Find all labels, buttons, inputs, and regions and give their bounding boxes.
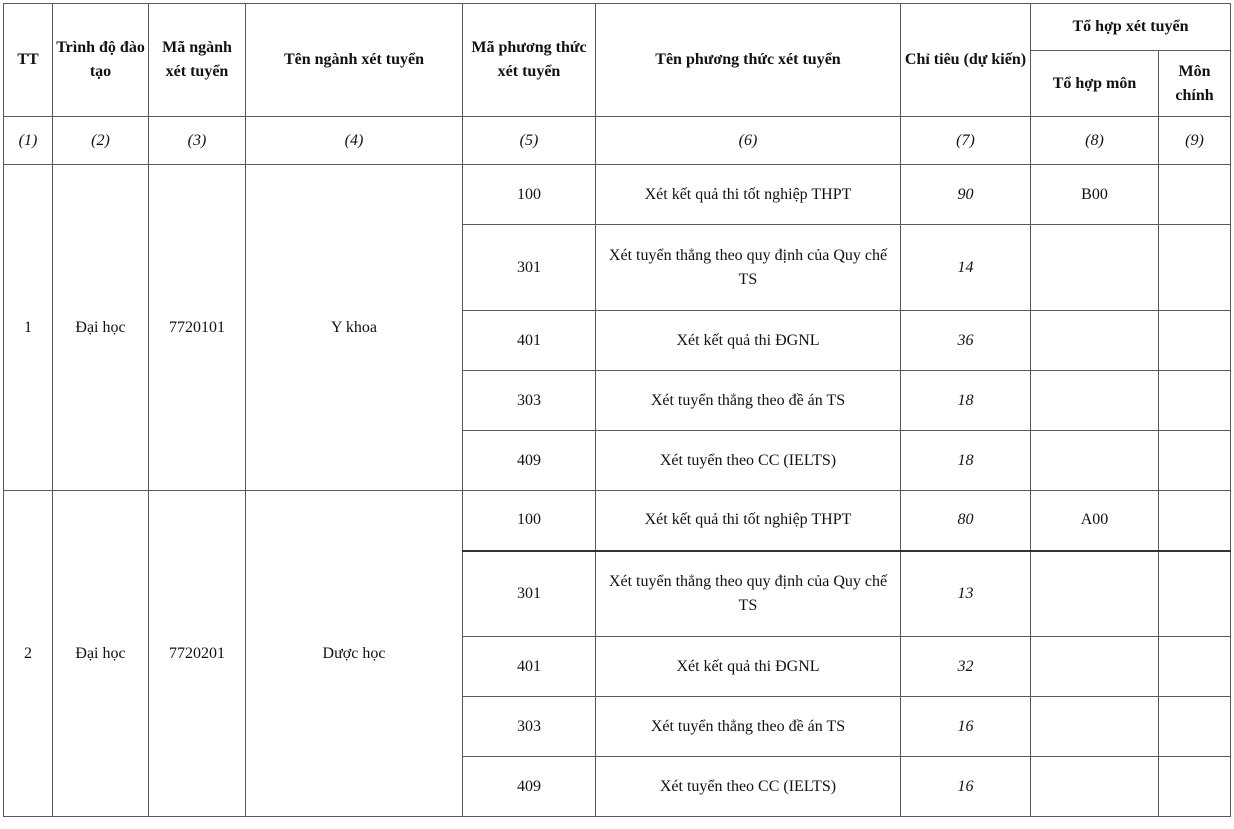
header-quota: Chỉ tiêu (dự kiến): [901, 4, 1031, 117]
method-main-subject: [1159, 431, 1231, 491]
method-combo: [1031, 757, 1159, 817]
major-level: Đại học: [53, 165, 149, 491]
method-main-subject: [1159, 637, 1231, 697]
method-name: Xét kết quả thi tốt nghiệp THPT: [596, 165, 901, 225]
method-main-subject: [1159, 225, 1231, 311]
method-combo: [1031, 311, 1159, 371]
index-cell: (3): [149, 117, 246, 165]
header-major-name: Tên ngành xét tuyển: [246, 4, 463, 117]
index-cell: (6): [596, 117, 901, 165]
index-cell: (5): [463, 117, 596, 165]
method-name: Xét tuyển thẳng theo đề án TS: [596, 371, 901, 431]
index-cell: (1): [4, 117, 53, 165]
major-level: Đại học: [53, 491, 149, 817]
major-tt: 1: [4, 165, 53, 491]
method-combo: B00: [1031, 165, 1159, 225]
method-combo: [1031, 637, 1159, 697]
method-code: 303: [463, 697, 596, 757]
header-tt: TT: [4, 4, 53, 117]
method-code: 409: [463, 431, 596, 491]
major-code: 7720201: [149, 491, 246, 817]
index-cell: (4): [246, 117, 463, 165]
method-main-subject: [1159, 165, 1231, 225]
method-quota: 36: [901, 311, 1031, 371]
method-main-subject: [1159, 491, 1231, 551]
table-row: [4, 491, 1231, 551]
method-quota: 18: [901, 431, 1031, 491]
method-name: Xét tuyển theo CC (IELTS): [596, 431, 901, 491]
header-major-code: Mã ngành xét tuyển: [149, 4, 246, 117]
method-quota: 14: [901, 225, 1031, 311]
method-code: 401: [463, 311, 596, 371]
method-main-subject: [1159, 311, 1231, 371]
method-combo: [1031, 431, 1159, 491]
table-row: [4, 165, 1231, 225]
method-name: Xét kết quả thi tốt nghiệp THPT: [596, 491, 901, 551]
method-quota: 16: [901, 697, 1031, 757]
method-combo: [1031, 225, 1159, 311]
header-main-subject: Môn chính: [1159, 51, 1231, 117]
method-code: 401: [463, 637, 596, 697]
method-combo: [1031, 697, 1159, 757]
header-combo: Tổ hợp môn: [1031, 51, 1159, 117]
method-name: Xét tuyển thẳng theo quy định của Quy chế TS: [596, 225, 901, 311]
admission-table: [3, 3, 1231, 817]
method-combo: [1031, 371, 1159, 431]
method-code: 301: [463, 551, 596, 637]
method-main-subject: [1159, 371, 1231, 431]
method-combo: [1031, 551, 1159, 637]
method-code: 301: [463, 225, 596, 311]
method-main-subject: [1159, 551, 1231, 637]
method-quota: 90: [901, 165, 1031, 225]
method-code: 100: [463, 165, 596, 225]
index-cell: (9): [1159, 117, 1231, 165]
method-quota: 32: [901, 637, 1031, 697]
method-name: Xét kết quả thi ĐGNL: [596, 311, 901, 371]
method-code: 409: [463, 757, 596, 817]
method-code: 303: [463, 371, 596, 431]
method-name: Xét tuyển theo CC (IELTS): [596, 757, 901, 817]
method-name: Xét kết quả thi ĐGNL: [596, 637, 901, 697]
header-method-name: Tên phương thức xét tuyển: [596, 4, 901, 117]
index-cell: (7): [901, 117, 1031, 165]
major-code: 7720101: [149, 165, 246, 491]
method-combo: A00: [1031, 491, 1159, 551]
major-tt: 2: [4, 491, 53, 817]
major-name: Y khoa: [246, 165, 463, 491]
method-quota: 13: [901, 551, 1031, 637]
header-level: Trình độ đào tạo: [53, 4, 149, 117]
method-name: Xét tuyển thẳng theo đề án TS: [596, 697, 901, 757]
method-name: Xét tuyển thẳng theo quy định của Quy chế TS: [596, 551, 901, 637]
header-combo-group: Tổ hợp xét tuyển: [1031, 4, 1231, 51]
method-quota: 18: [901, 371, 1031, 431]
method-quota: 16: [901, 757, 1031, 817]
method-code: 100: [463, 491, 596, 551]
method-quota: 80: [901, 491, 1031, 551]
method-main-subject: [1159, 697, 1231, 757]
method-main-subject: [1159, 757, 1231, 817]
index-cell: (8): [1031, 117, 1159, 165]
major-name: Dược học: [246, 491, 463, 817]
header-method-code: Mã phương thức xét tuyển: [463, 4, 596, 117]
index-cell: (2): [53, 117, 149, 165]
